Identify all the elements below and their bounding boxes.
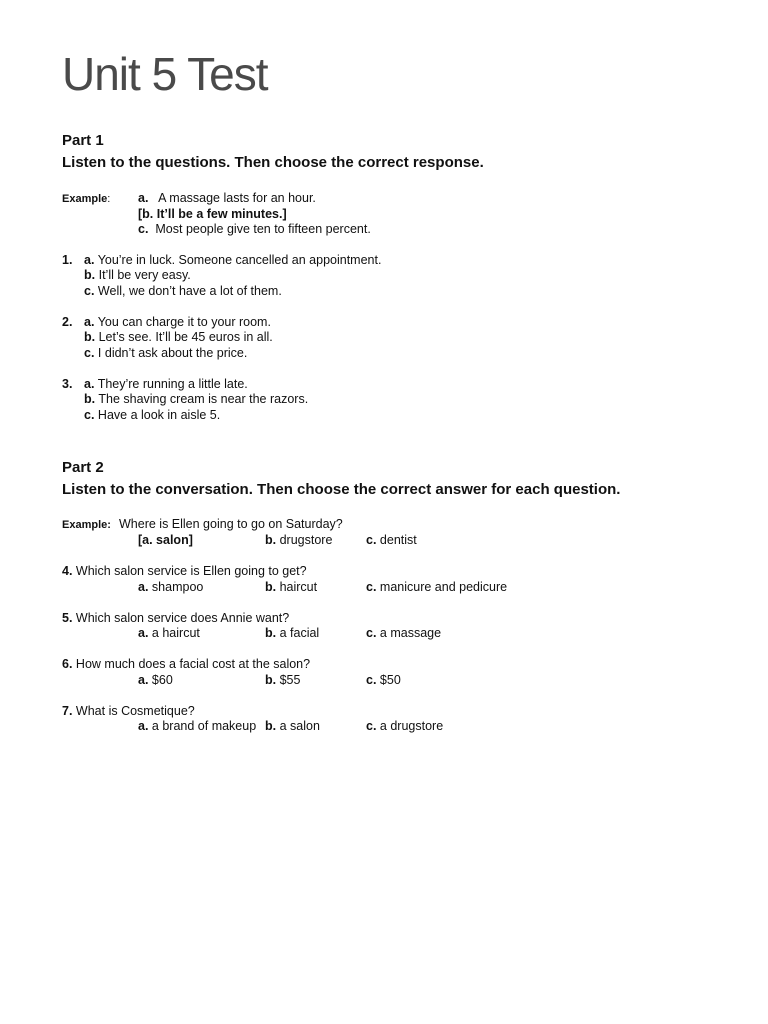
example-question: Where is Ellen going to go on Saturday? (119, 517, 343, 531)
option-b: b. Let’s see. It’ll be 45 euros in all. (84, 330, 273, 344)
example-option-b: b. drugstore (265, 533, 333, 547)
question-text: 6. How much does a facial cost at the salon? (62, 657, 311, 671)
option-b: b. It’ll be very easy. (84, 268, 191, 282)
option-b: b. $55 (265, 673, 301, 687)
option-b: b. a salon (265, 719, 320, 733)
part2-instruction: Listen to the conversation. Then choose the correct answer for each question. (62, 481, 621, 498)
question-number: 3. (62, 377, 73, 391)
option-c: c. manicure and pedicure (366, 580, 508, 594)
question-number: 2. (62, 315, 73, 329)
option-c: c. Well, we don’t have a lot of them. (84, 284, 282, 298)
option-b: b. haircut (265, 580, 318, 594)
part1-heading: Part 1 (62, 132, 104, 149)
option-c: c. a massage (366, 626, 442, 640)
option-a: a. shampoo (138, 580, 204, 594)
option-a: a. $60 (138, 673, 173, 687)
option-b: b. a facial (265, 626, 320, 640)
example-option-a-answer: [a. salon] (138, 533, 193, 547)
example-option-c: c. dentist (366, 533, 417, 547)
option-c: c. Have a look in aisle 5. (84, 408, 221, 422)
option-b: b. The shaving cream is near the razors. (84, 392, 309, 406)
option-a: a. They’re running a little late. (84, 377, 248, 391)
option-a: a. You’re in luck. Someone cancelled an appointment. (84, 253, 382, 267)
option-c: c. I didn’t ask about the price. (84, 346, 248, 360)
example-label: Example: (62, 519, 111, 531)
page-title: Unit 5 Test (62, 48, 268, 100)
example-option-b-answer: [b. It’ll be a few minutes.] (138, 207, 287, 221)
question-text: 5. Which salon service does Annie want? (62, 611, 290, 625)
option-a: a. a brand of makeup (138, 719, 257, 733)
example-label: Example: (62, 193, 111, 205)
option-c: c. $50 (366, 673, 401, 687)
option-a: a. a haircut (138, 626, 200, 640)
question-text: 4. Which salon service is Ellen going to get? (62, 564, 307, 578)
option-c: c. a drugstore (366, 719, 444, 733)
part1-instruction: Listen to the questions. Then choose the correct response. (62, 154, 484, 171)
part2-heading: Part 2 (62, 459, 104, 476)
question-text: 7. What is Cosmetique? (62, 704, 195, 718)
option-a: a. You can charge it to your room. (84, 315, 271, 329)
example-option-a: a. A massage lasts for an hour. (138, 191, 316, 205)
example-option-c: c. Most people give ten to fifteen percent. (138, 222, 371, 236)
question-number: 1. (62, 253, 73, 267)
